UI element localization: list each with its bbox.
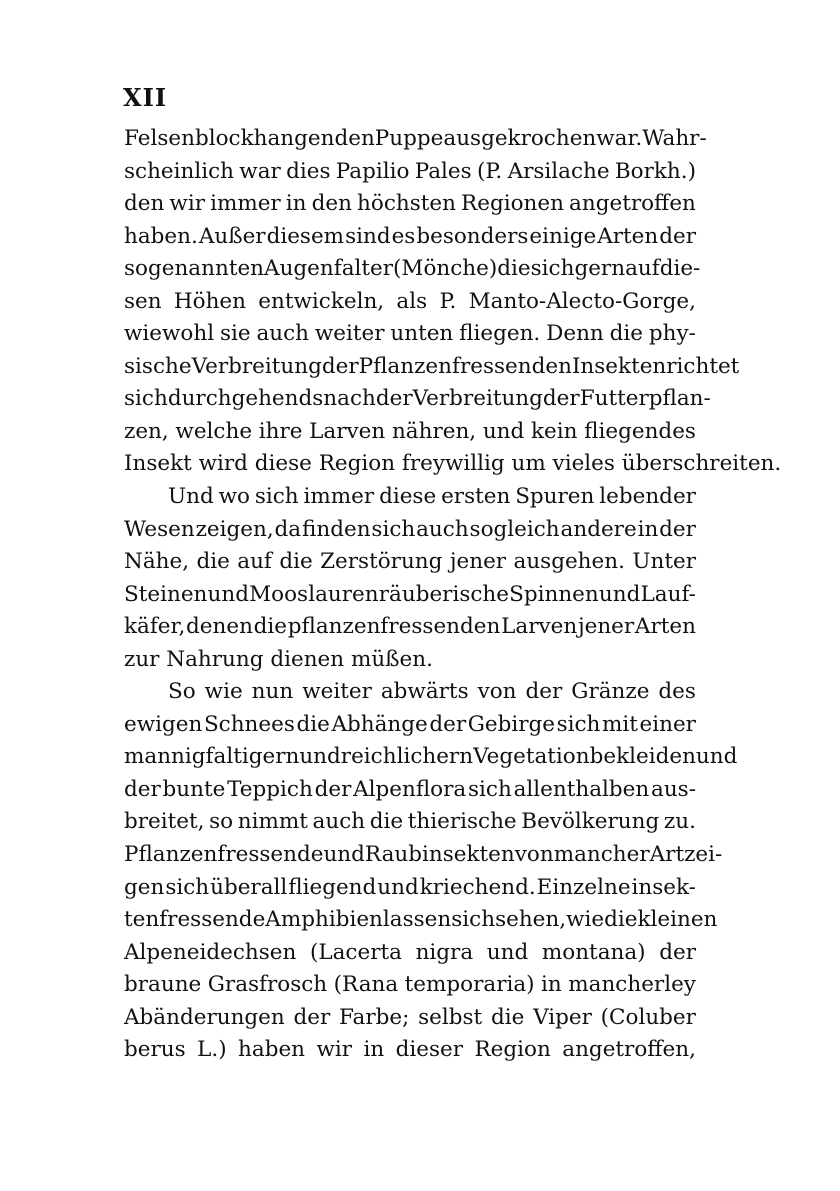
word: sehen, (495, 907, 567, 933)
word: diesem (266, 223, 345, 249)
word: die (253, 614, 288, 640)
word: braune (124, 972, 202, 998)
word: entwickeln, (258, 288, 385, 314)
word: mit (602, 711, 638, 737)
word: Zerstörung (320, 549, 443, 575)
body-text (124, 123, 782, 1067)
word: Einzelne (536, 874, 631, 900)
word: Abänderungen (124, 1004, 285, 1030)
word: Raubinsekten (364, 842, 515, 868)
word: fliegend (288, 874, 377, 900)
word: Unter (632, 549, 696, 575)
word: gen (124, 874, 165, 900)
word: Region (474, 1037, 551, 1063)
word: pflanzenfressenden (287, 614, 501, 640)
paragraph-3 (124, 676, 738, 1067)
word: jener (577, 614, 635, 640)
word: nimmt (237, 809, 308, 835)
word: und (598, 581, 641, 607)
word: So (168, 679, 196, 705)
text-line (124, 221, 696, 254)
word: als (396, 288, 428, 314)
word: Regionen (461, 191, 564, 217)
word: (Rana (333, 972, 399, 998)
text-line (124, 579, 696, 612)
text-line (124, 253, 701, 286)
word: Borkh.) (614, 158, 696, 184)
word: Gränze (571, 679, 650, 705)
word: sich (468, 776, 512, 802)
word: einige (529, 223, 597, 249)
word: phy- (648, 321, 696, 347)
word: durchgehends (167, 386, 324, 412)
text-line (124, 806, 696, 839)
word: sie (219, 321, 251, 347)
text-line (124, 156, 696, 189)
word: selbst (418, 1004, 483, 1030)
text-line (124, 351, 740, 384)
word: der (525, 679, 563, 705)
word: P. (439, 288, 457, 314)
word: Bevölkerung (521, 809, 660, 835)
word: die (296, 711, 330, 737)
word: mannigfaltigern (124, 744, 300, 770)
word: der (429, 711, 467, 737)
word: diese (379, 484, 437, 510)
word: unten (390, 321, 454, 347)
word: sen (124, 288, 162, 314)
word: Amphibien (265, 907, 383, 933)
word: Manto-Alecto-Gorge, (468, 288, 696, 314)
word: Felsenblock (124, 126, 254, 151)
word: wo (218, 484, 250, 510)
word: welche (175, 418, 253, 444)
word: und (486, 939, 529, 965)
word: Gebirge (467, 711, 556, 737)
text-line (124, 872, 696, 905)
word: gern (574, 256, 626, 282)
word: Denn (546, 321, 604, 347)
word: ersten (441, 484, 511, 510)
word: Verbreitung (191, 353, 322, 379)
word: (Coluber (600, 1004, 696, 1030)
word: bunte (162, 776, 226, 802)
word: angetroffen, (562, 1037, 696, 1063)
word: Viper (533, 1004, 592, 1030)
word: Wesen (124, 516, 195, 542)
word: Arsilache (507, 158, 610, 184)
paragraph-2 (124, 481, 696, 676)
word: die (279, 549, 313, 575)
word: Alpeneidechsen (124, 939, 297, 965)
word: sich (371, 516, 416, 542)
word: der (375, 386, 413, 412)
word: Farbe; (339, 1004, 410, 1030)
word: sische (124, 353, 192, 379)
word: abwärts (380, 679, 469, 705)
word: weiter (314, 321, 385, 347)
word: wir (169, 191, 205, 217)
word: Steinen (124, 581, 208, 607)
word: einer (639, 711, 696, 737)
word: der (314, 776, 352, 802)
word: Arten (597, 223, 659, 249)
word: nigra (415, 939, 474, 965)
text-line (124, 123, 707, 156)
word: die (490, 1004, 525, 1030)
word: in (637, 516, 659, 542)
text-line (124, 1002, 696, 1035)
word: wie (204, 679, 243, 705)
text-line: zur Nahrung dienen müßen. (124, 646, 433, 672)
word: Verbreitung (412, 386, 543, 412)
word: mancherley (568, 972, 696, 998)
word: Pflanzenfressenden (358, 353, 572, 379)
word: auf (237, 549, 272, 575)
word: haben. (124, 223, 198, 249)
word: Abhänge (331, 711, 428, 737)
word: andere (560, 516, 637, 542)
word: überall (210, 874, 288, 900)
word: sind (345, 223, 391, 249)
word: zu. (663, 809, 696, 835)
word: die (604, 907, 638, 933)
word: der (542, 386, 580, 412)
word: Außer (198, 223, 266, 249)
word: auch (416, 516, 469, 542)
word: Wahr- (642, 126, 707, 151)
word: der (321, 353, 359, 379)
word: Papilio (335, 158, 410, 184)
word: da (274, 516, 302, 542)
word: des (658, 679, 696, 705)
word: auch (256, 321, 309, 347)
word: sich (530, 256, 575, 282)
word: räuberische (378, 581, 509, 607)
word: insek- (631, 874, 696, 900)
word: den (311, 191, 352, 217)
text-line (124, 969, 696, 1002)
word: Vegetation (473, 744, 590, 770)
text-line (124, 611, 696, 644)
word: kriechend. (419, 874, 536, 900)
word: sich (165, 874, 210, 900)
word: Schnees (203, 711, 295, 737)
word: so (209, 809, 234, 835)
word: scheinlich (124, 158, 235, 184)
word: in (541, 972, 562, 998)
text-line (124, 1034, 696, 1067)
word: zei- (684, 842, 723, 868)
word: es (391, 223, 416, 249)
word: und (695, 744, 738, 770)
word: ausgekrochen (443, 126, 597, 151)
word: war. (596, 126, 643, 151)
word: Arten (634, 614, 696, 640)
word: sich (124, 386, 168, 412)
word: reichlichern (340, 744, 474, 770)
word: nun (251, 679, 294, 705)
word: der (659, 939, 696, 965)
word: kein (530, 418, 578, 444)
text-line (124, 546, 696, 579)
word: bekleiden (589, 744, 696, 770)
word: die (609, 321, 643, 347)
word: Spinnen (509, 581, 599, 607)
word: den (124, 191, 165, 217)
word: die (369, 809, 404, 835)
word: temporaria) (404, 972, 535, 998)
word: und (482, 418, 525, 444)
word: der (659, 223, 696, 249)
word: Larven (501, 614, 578, 640)
word: L.) (197, 1037, 227, 1063)
word: breitet, (124, 809, 205, 835)
word: lebender (599, 484, 696, 510)
word: nähren, (391, 418, 477, 444)
word: von (477, 679, 517, 705)
word: von (514, 842, 554, 868)
text-line (124, 383, 711, 416)
word: Augenfalter (264, 256, 394, 282)
word: Höhen (173, 288, 247, 314)
text-line (124, 188, 696, 221)
word: sogenannten (124, 256, 265, 282)
word: (P. (476, 158, 503, 184)
word: (Mönche) (393, 256, 498, 282)
word: auf (625, 256, 660, 282)
paragraph-1 (124, 123, 782, 481)
word: sich (556, 711, 601, 737)
word: dies (286, 158, 331, 184)
word: und (377, 874, 419, 900)
word: die (196, 549, 230, 575)
word: und (299, 744, 341, 770)
word: nach (323, 386, 376, 412)
word: lassen (382, 907, 452, 933)
text-line (124, 904, 718, 937)
text-line (124, 709, 696, 742)
word: sogleich (469, 516, 560, 542)
word: wie (566, 907, 605, 933)
word: war (239, 158, 281, 184)
word: in (285, 191, 307, 217)
word: besonders (416, 223, 529, 249)
word: Alpenflora (353, 776, 467, 802)
word: denen (186, 614, 253, 640)
text-line: Insekt wird diese Region freywillig um vieles überschreiten. (124, 451, 782, 477)
page-number: XII (123, 83, 168, 112)
word: hangenden (253, 126, 375, 151)
text-line (124, 774, 696, 807)
word: ausgehen. (513, 549, 625, 575)
word: aus- (651, 776, 696, 802)
word: Larven (309, 418, 386, 444)
word: tenfressende (124, 907, 266, 933)
word: zeigen, (195, 516, 274, 542)
word: ewigen (124, 711, 203, 737)
word: mancher (553, 842, 650, 868)
word: lauren (308, 581, 379, 607)
word: auch (312, 809, 366, 835)
word: Art (649, 842, 685, 868)
word: finden (302, 516, 371, 542)
word: wir (316, 1037, 353, 1063)
word: allenthalben (513, 776, 650, 802)
word: sich (451, 907, 496, 933)
word: berus (124, 1037, 186, 1063)
word: Teppich (227, 776, 313, 802)
word: Puppe (374, 126, 444, 151)
text-line (124, 318, 696, 351)
word: fliegendes (584, 418, 696, 444)
text-line (124, 937, 696, 970)
word: die (497, 256, 531, 282)
word: kleinen (637, 907, 718, 933)
word: Grasfrosch (207, 972, 328, 998)
word: (Lacerta (309, 939, 402, 965)
word: dieser (395, 1037, 464, 1063)
word: immer (210, 191, 281, 217)
text-line (124, 286, 696, 319)
word: in (363, 1037, 385, 1063)
word: und (207, 581, 249, 607)
text-line (124, 741, 738, 774)
word: Insekten (571, 353, 667, 379)
text-line (124, 416, 696, 449)
word: Pales (414, 158, 472, 184)
word: thierische (407, 809, 517, 835)
word: montana) (541, 939, 646, 965)
word: Pflanzenfressende (124, 842, 324, 868)
word: jener (449, 549, 507, 575)
word: zen, (124, 418, 169, 444)
word: Spuren (515, 484, 595, 510)
word: der (659, 516, 696, 542)
word: wiewohl (124, 321, 215, 347)
text-line (124, 839, 723, 872)
word: weiter (302, 679, 372, 705)
text-line (124, 514, 696, 547)
word: Lauf- (640, 581, 696, 607)
word: höchsten (357, 191, 456, 217)
word: immer (303, 484, 375, 510)
word: fliegen. (459, 321, 541, 347)
word: Moos (249, 581, 309, 607)
word: und (323, 842, 365, 868)
word: angetroffen (569, 191, 696, 217)
word: der (124, 776, 161, 802)
word: Und (168, 484, 214, 510)
word: die- (659, 256, 701, 282)
word: Nähe, (124, 549, 190, 575)
word: richtet (666, 353, 740, 379)
word: sich (254, 484, 299, 510)
text-line (124, 676, 696, 709)
word: käfer, (124, 614, 186, 640)
word: ihre (258, 418, 303, 444)
text-line (124, 481, 696, 514)
word: haben (238, 1037, 306, 1063)
word: der (293, 1004, 331, 1030)
word: Futterpflan- (579, 386, 711, 412)
